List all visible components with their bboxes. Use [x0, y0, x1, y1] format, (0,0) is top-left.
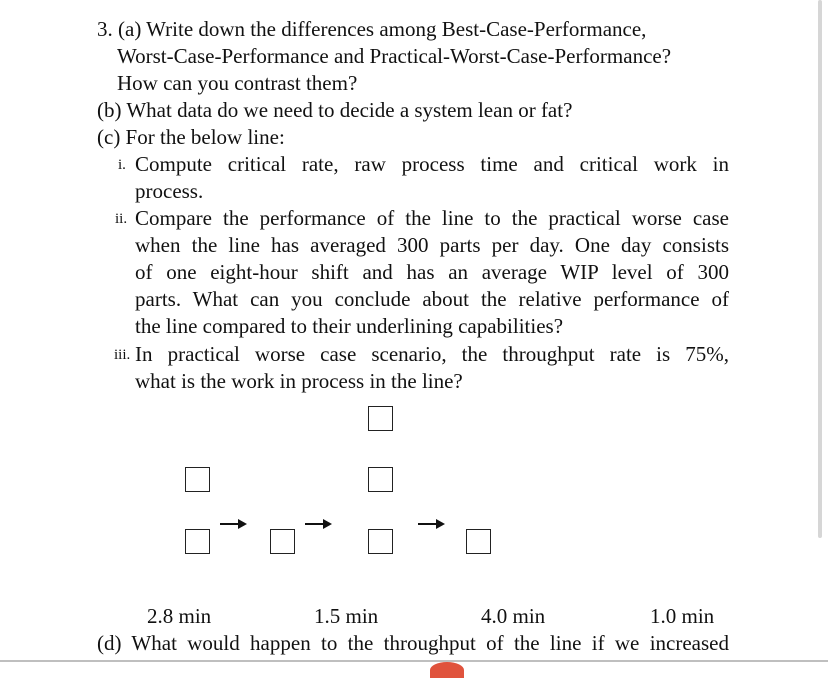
right-arrow-icon — [416, 518, 446, 530]
roman-numeral-ii: ii. — [115, 211, 128, 227]
machine-box — [185, 529, 210, 554]
question-c-intro: (c) For the below line: — [97, 125, 285, 149]
question-c-ii-line-5: the line compared to their underlining capabilities? — [135, 314, 564, 338]
process-time-label: 2.8 min — [147, 604, 212, 628]
vertical-scrollbar[interactable] — [818, 0, 822, 538]
process-time-label: 1.0 min — [650, 604, 715, 628]
question-c-ii-line-2: when the line has averaged 300 parts per day. One day consists — [135, 233, 729, 257]
machine-box — [270, 529, 295, 554]
question-c-ii-line-3: of one eight-hour shift and has an average WIP level of 300 — [135, 260, 729, 284]
machine-box — [185, 467, 210, 492]
process-time-label: 4.0 min — [481, 604, 546, 628]
floating-action-button[interactable] — [430, 662, 464, 678]
question-c-i-line-2: process. — [135, 179, 204, 203]
question-a-line-3: How can you contrast them? — [117, 71, 358, 95]
page-bottom-divider — [0, 660, 828, 662]
machine-box — [368, 406, 393, 431]
question-c-i-line-1: Compute critical rate, raw process time and critical work in — [135, 152, 729, 176]
question-b: (b) What data do we need to decide a system lean or fat? — [97, 98, 573, 122]
roman-numeral-i: i. — [118, 157, 126, 173]
right-arrow-icon — [218, 518, 248, 530]
process-time-label: 1.5 min — [314, 604, 379, 628]
question-c-iii-line-1: In practical worse case scenario, the throughput rate is 75%, — [135, 342, 729, 366]
question-d: (d) What would happen to the throughput of the line if we increased — [97, 631, 729, 655]
machine-box — [466, 529, 491, 554]
machine-box — [368, 467, 393, 492]
question-a-line-2: Worst-Case-Performance and Practical-Worst-Case-Performance? — [117, 44, 672, 68]
right-arrow-icon — [303, 518, 333, 530]
question-c-ii-line-4: parts. What can you conclude about the relative performance of — [135, 287, 729, 311]
question-c-iii-line-2: what is the work in process in the line? — [135, 369, 463, 393]
question-c-ii-line-1: Compare the performance of the line to the practical worse case — [135, 206, 729, 230]
machine-box — [368, 529, 393, 554]
question-a-line-1: 3. (a) Write down the differences among Best-Case-Performance, — [97, 17, 647, 41]
roman-numeral-iii: iii. — [114, 347, 131, 363]
